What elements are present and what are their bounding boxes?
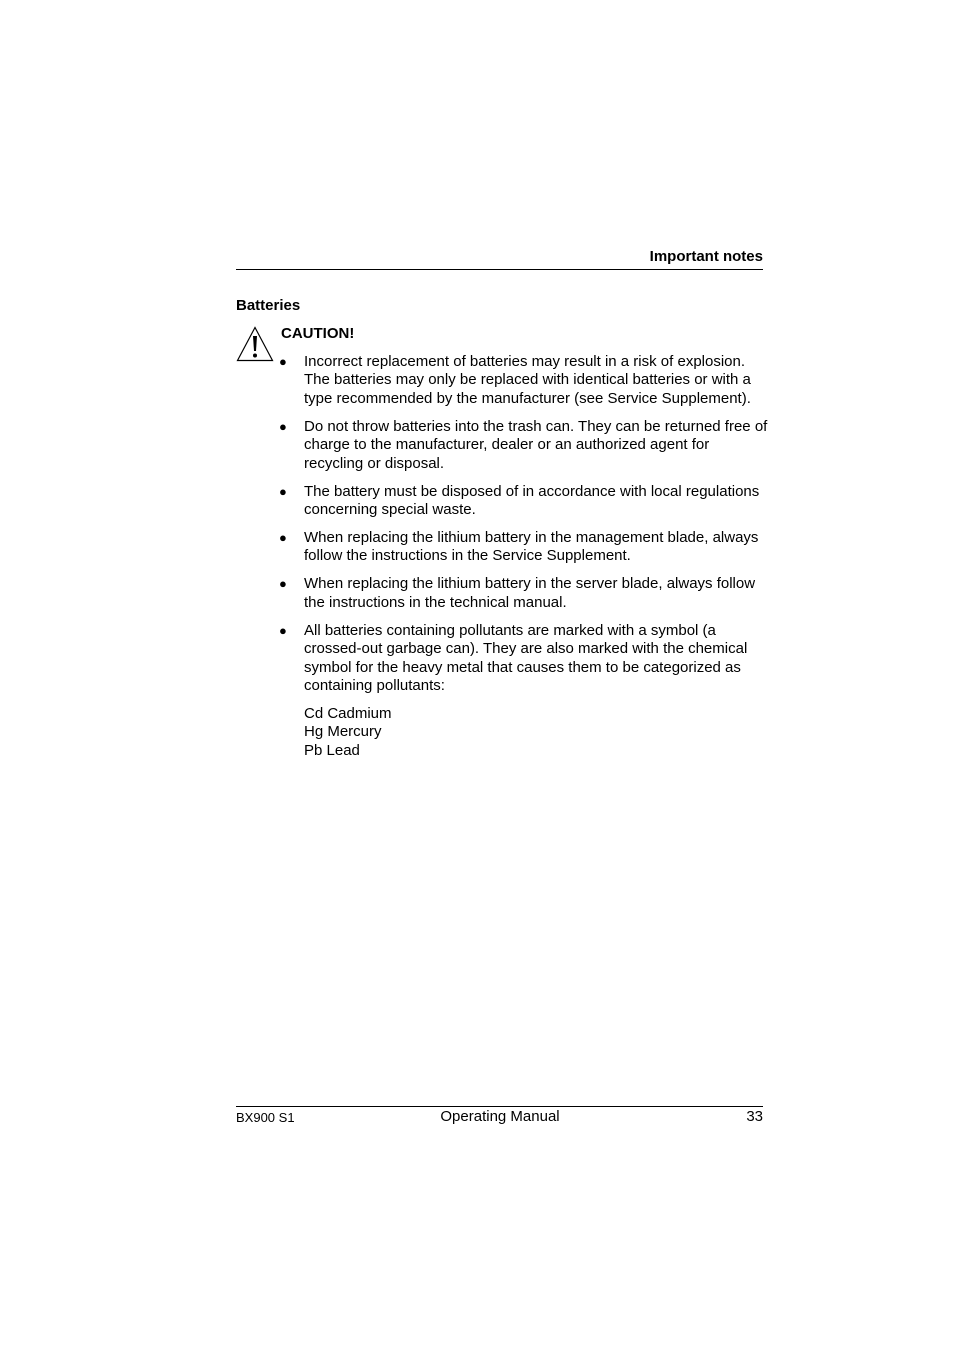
bullet-icon: ● [279, 483, 287, 499]
running-header: Important notes [649, 248, 763, 265]
caution-label: CAUTION! [281, 325, 355, 342]
list-item-text: The battery must be disposed of in accordance with local regulations concerning special waste. [304, 482, 760, 519]
list-item-text: All batteries containing pollutants are marked with a symbol (a crossed-out garbage can). They are also marked with the chemical symbol for the heavy metal that causes them to be categorized as containing pollutants: [304, 621, 748, 695]
list-item-text: When replacing the lithium battery in the management blade, always follow the instructions in the Service Supplement. [304, 529, 759, 565]
heavy-metal-item: Pb Lead [304, 741, 360, 759]
list-item [279, 353, 769, 408]
bullet-icon: ● [279, 530, 287, 546]
footer-product: BX900 S1 [236, 1110, 295, 1125]
warning-triangle-icon [236, 326, 274, 362]
list-item [279, 529, 769, 566]
heavy-metal-list-container [279, 705, 769, 760]
list-item-text: Incorrect replacement of batteries may result in a risk of explosion. The batteries may only be replaced with identical batteries or with a type recommended by the manufacturer (see Service Supplement). [304, 353, 751, 407]
bullet-icon: ● [279, 354, 287, 369]
caution-bullet-list [279, 353, 769, 760]
list-item [279, 575, 769, 612]
bullet-icon: ● [279, 418, 287, 434]
heavy-metal-item: Hg Mercury [304, 723, 382, 741]
list-item-text: Do not throw batteries into the trash can. They can be returned free of charge to the manufacturer, dealer or an authorized agent for recycling or disposal. [304, 417, 768, 472]
footer-divider [236, 1106, 763, 1107]
bullet-icon: ● [279, 576, 287, 592]
list-item [279, 622, 769, 696]
footer-manual-title: Operating Manual [440, 1108, 560, 1125]
section-heading: Batteries [236, 297, 301, 314]
page-number: 33 [746, 1108, 763, 1125]
header-divider [236, 269, 763, 270]
heavy-metal-list [279, 705, 769, 760]
bullet-icon: ● [279, 622, 287, 638]
list-item-text: When replacing the lithium battery in the server blade, always follow the instructions in the technical manual. [304, 575, 756, 611]
heavy-metal-item: Cd Cadmium [304, 705, 392, 723]
list-item [279, 483, 769, 520]
list-item [279, 418, 769, 473]
